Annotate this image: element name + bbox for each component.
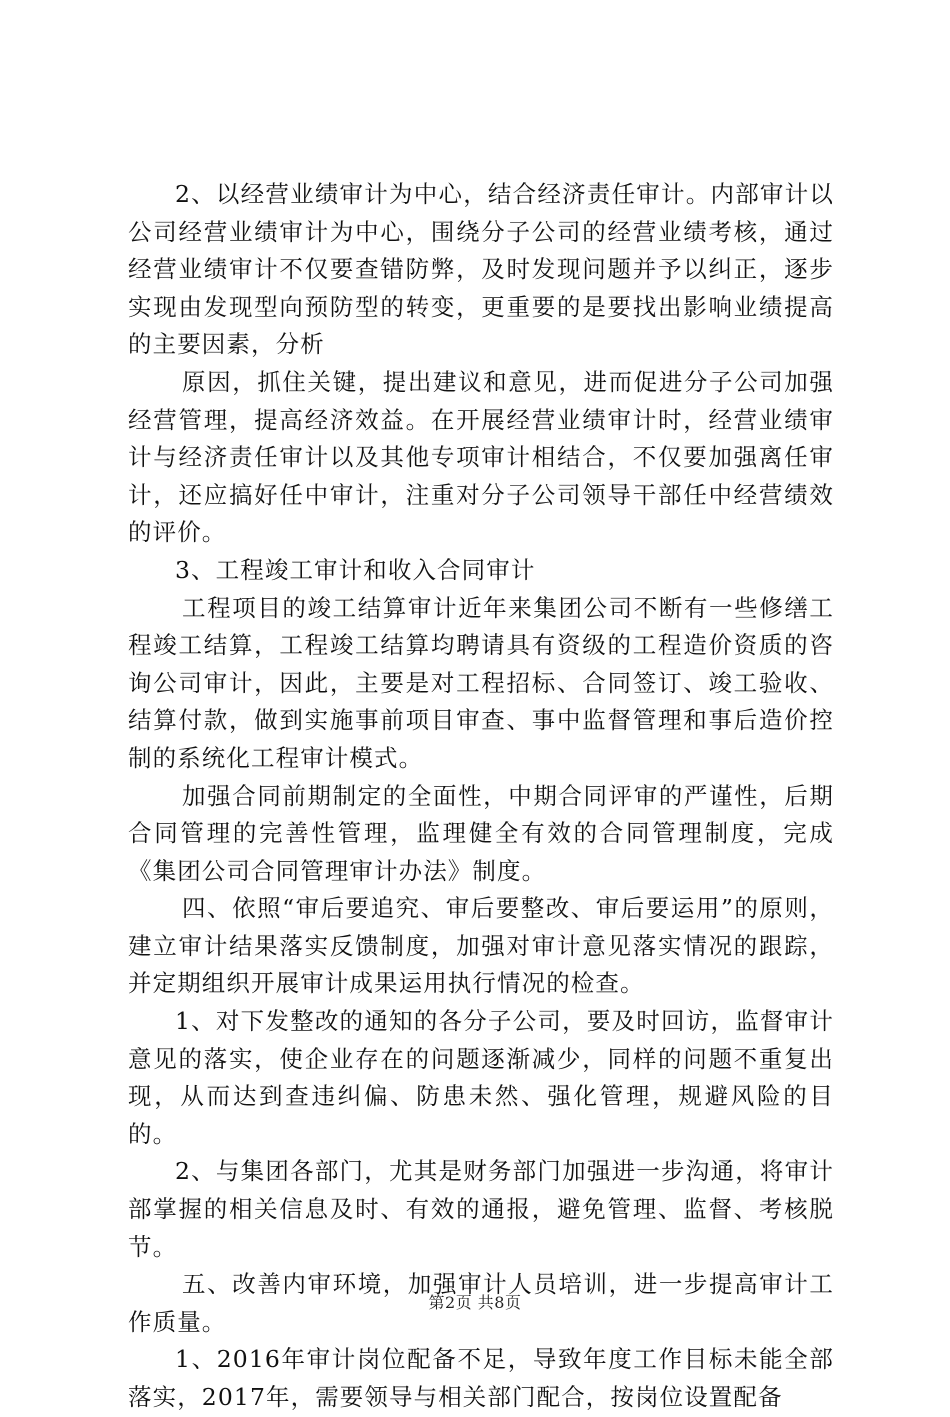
body-paragraph: 五、改善内审环境，加强审计人员培训，进一步提高审计工作质量。	[128, 1270, 834, 1336]
body-paragraph: 2、与集团各部门，尤其是财务部门加强进一步沟通，将审计部掌握的相关信息及时、有效的通报，避免管理、监督、考核脱节。	[128, 1157, 834, 1261]
document-body	[128, 176, 834, 1417]
page-footer: 第2页 共8页	[428, 1293, 522, 1312]
body-paragraph: 原因，抓住关键，提出建议和意见，进而促进分子公司加强经营管理，提高经济效益。在开展经营业绩审计时，经营业绩审计与经济责任审计以及其他专项审计相结合，不仅要加强离任审计，还应搞好任中审计，注重对分子公司领导干部任中经营绩效的评价。	[128, 367, 834, 547]
body-paragraph: 1、对下发整改的通知的各分子公司，要及时回访，监督审计意见的落实，使企业存在的问题逐渐减少，同样的问题不重复出现，从而达到查违纠偏、防患未然、强化管理，规避风险的目的。	[128, 1007, 834, 1148]
body-paragraph: 加强合同前期制定的全面性，中期合同评审的严谨性，后期合同管理的完善性管理，监理健全有效的合同管理制度，完成《集团公司合同管理审计办法》制度。	[128, 781, 834, 885]
body-paragraph: 工程项目的竣工结算审计近年来集团公司不断有一些修缮工程竣工结算，工程竣工结算均聘请具有资级的工程造价资质的咨询公司审计，因此，主要是对工程招标、合同签订、竣工验收、结算付款，做到实施事前项目审查、事中监督管理和事后造价控制的系统化工程审计模式。	[128, 593, 834, 772]
body-paragraph: 2、以经营业绩审计为中心，结合经济责任审计。内部审计以公司经营业绩审计为中心，围绕分子公司的经营业绩考核，通过经营业绩审计不仅要查错防弊，及时发现问题并予以纠正，逐步实现由发现型向预防型的转变，更重要的是要找出影响业绩提高的主要因素，分析	[128, 180, 834, 359]
body-paragraph: 3、工程竣工审计和收入合同审计	[175, 555, 536, 584]
body-paragraph: 1、2016年审计岗位配备不足，导致年度工作目标未能全部落实，2017年，需要领导与相关部门配合，按岗位设置配备	[128, 1345, 834, 1411]
body-paragraph: 四、依照“审后要追究、审后要整改、审后要运用”的原则，建立审计结果落实反馈制度，加强对审计意见落实情况的跟踪，并定期组织开展审计成果运用执行情况的检查。	[128, 894, 834, 998]
